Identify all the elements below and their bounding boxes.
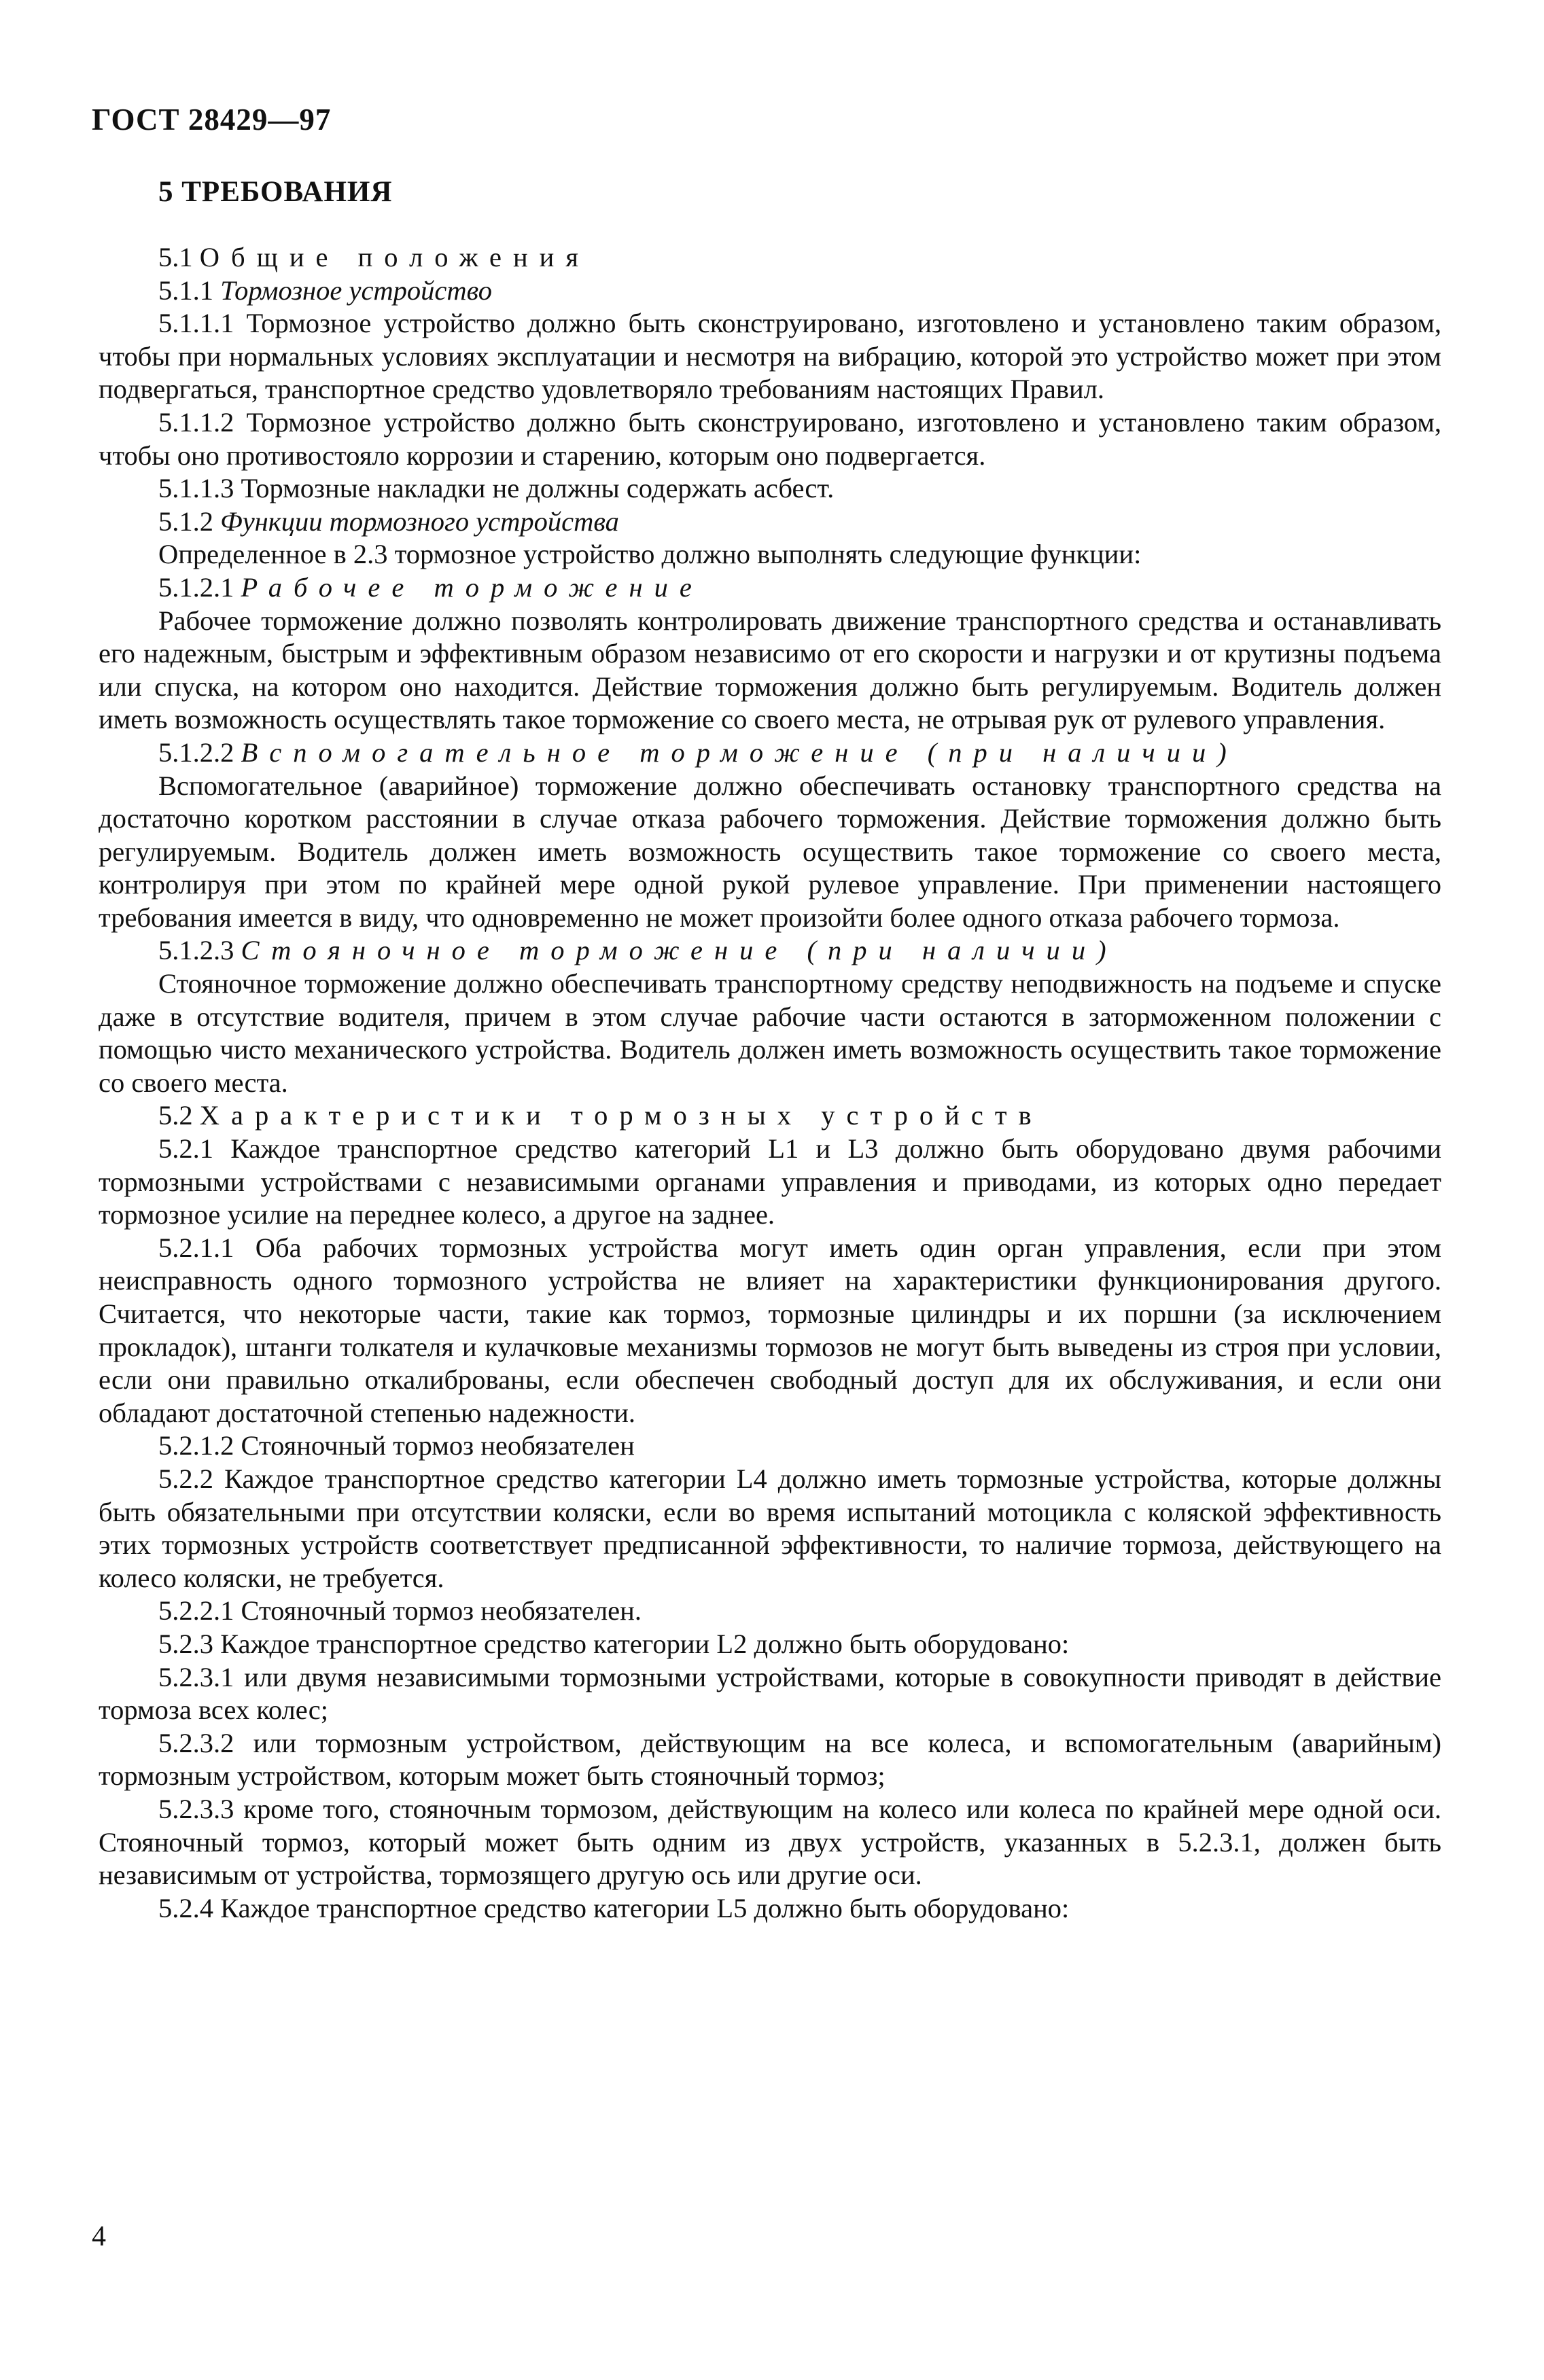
paragraph: Стояночное торможение должно обеспечивать транспортному средству неподвижность на подъеме и спуске даже в отсутствие водителя, причем в этом случае рабочие части остаются в заторможенном положении с помощью чисто механического устройства. Водитель должен иметь возможность осуществить такое торможение со своего места. xyxy=(99,968,1441,1098)
paragraph: 5.2.1.1 Оба рабочих тормозных устройства могут иметь один орган управления, если при этом неисправность одного тормозного устройства не влияет на характеристики функционирования другого. Считается, что некоторые части, такие как тормоз, тормозные цилиндры и их поршни (за исключением прокладок), штанги толкателя и кулачковые механизмы тормозов не могут быть выведены из строя при условии, если они правильно откалиброваны, если обеспечен свободный доступ для их обслуживания, и если они обладают достаточной степенью надежности. xyxy=(99,1232,1441,1428)
paragraph: 5.2.4 Каждое транспортное средство категории L5 должно быть оборудовано: xyxy=(158,1892,1070,1923)
paragraph: 5.2.2 Каждое транспортное средство категории L4 должно иметь тормозные устройства, которые должны быть обязательными при отсутствии коляски, если во время испытаний мотоцикла с коляской эффективность этих тормозных устройств соответствует предписанной эффективности, то наличие тормоза, действующего на колесо коляски, не требуется. xyxy=(99,1463,1441,1593)
paragraph: 5.2.1.2 Стояночный тормоз необязателен xyxy=(158,1430,635,1461)
subsection-heading: 5.1.2 Функции тормозного устройства xyxy=(158,505,619,537)
paragraph: 5.2.1 Каждое транспортное средство категорий L1 и L3 должно быть оборудовано двумя рабочими тормозными устройствами с независимыми органами управления и приводами, из которых одно передает тормозное усилие на переднее колесо, а другое на заднее. xyxy=(99,1133,1441,1230)
paragraph: 5.2.3 Каждое транспортное средство категории L2 должно быть оборудовано: xyxy=(158,1628,1070,1659)
section-title: 5 ТРЕБОВАНИЯ xyxy=(158,176,393,208)
paragraph: 5.1.1.1 Тормозное устройство должно быть сконструировано, изготовлено и установлено таким образом, чтобы при нормальных условиях эксплуатации и несмотря на вибрацию, которой это устройство может при этом подвергаться, транспортное средство удовлетворяло требованиям настоящих Правил. xyxy=(99,308,1441,405)
paragraph: 5.2.3.3 кроме того, стояночным тормозом, действующим на колесо или колеса по крайней мере одной оси. Стояночный тормоз, который может быть одним из двух устройств, указанных в 5.2.3.1, должен быть независимым от устройства, тормозящего другую ось или другие оси. xyxy=(99,1793,1441,1891)
subsection-heading: 5.1.2.2 Вспомогательное торможение (при наличии) xyxy=(158,736,1238,768)
paragraph: 5.1.1.3 Тормозные накладки не должны содержать асбест. xyxy=(158,473,835,504)
paragraph: 5.2.2.1 Стояночный тормоз необязателен. xyxy=(158,1595,642,1627)
subsection-heading: 5.2 Характеристики тормозных устройств xyxy=(158,1100,1043,1131)
paragraph: Определенное в 2.3 тормозное устройство должно выполнять следующие функции: xyxy=(158,539,1142,570)
document-code: ГОСТ 28429—97 xyxy=(92,103,332,137)
paragraph: 5.1.1.2 Тормозное устройство должно быть сконструировано, изготовлено и установлено таким образом, чтобы оно противостояло коррозии и старению, которым оно подвергается. xyxy=(99,406,1441,471)
paragraph: Рабочее торможение должно позволять контролировать движение транспортного средства и останавливать его надежным, быстрым и эффективным образом независимо от его скорости и нагрузки и от крутизны подъема или спуска, на котором оно находится. Действие торможения должно быть регулируемым. Водитель должен иметь возможность осуществлять такое торможение со своего места, не отрывая рук от рулевого управления. xyxy=(99,605,1441,735)
subsection-heading: 5.1 Общие положения xyxy=(158,242,590,272)
paragraph: Вспомогательное (аварийное) торможение должно обеспечивать остановку транспортного средства на достаточно коротком расстоянии в случае отказа рабочего торможения. Действие торможения должно быть регулируемым. Водитель должен иметь возможность осуществить такое торможение со своего места, контролируя при этом по крайней мере одной рукой рулевое управление. При применении настоящего требования имеется в виду, что одновременно не может произойти более одного отказа рабочего тормоза. xyxy=(99,770,1441,933)
document-body xyxy=(99,175,1441,1925)
page-number: 4 xyxy=(92,2221,106,2252)
subsection-heading: 5.1.2.3 Стояночное торможение (при наличии) xyxy=(158,935,1118,966)
paragraph: 5.2.3.2 или тормозным устройством, действующим на все колеса, и вспомогательным (аварийным) тормозным устройством, которым может быть стояночный тормоз; xyxy=(99,1727,1441,1792)
paragraph: 5.2.3.1 или двумя независимыми тормозными устройствами, которые в совокупности приводят в действие тормоза всех колес; xyxy=(99,1661,1441,1726)
subsection-heading: 5.1.2.1 Рабочее торможение xyxy=(158,571,703,603)
subsection-heading: 5.1.1 Тормозное устройство xyxy=(158,274,492,306)
